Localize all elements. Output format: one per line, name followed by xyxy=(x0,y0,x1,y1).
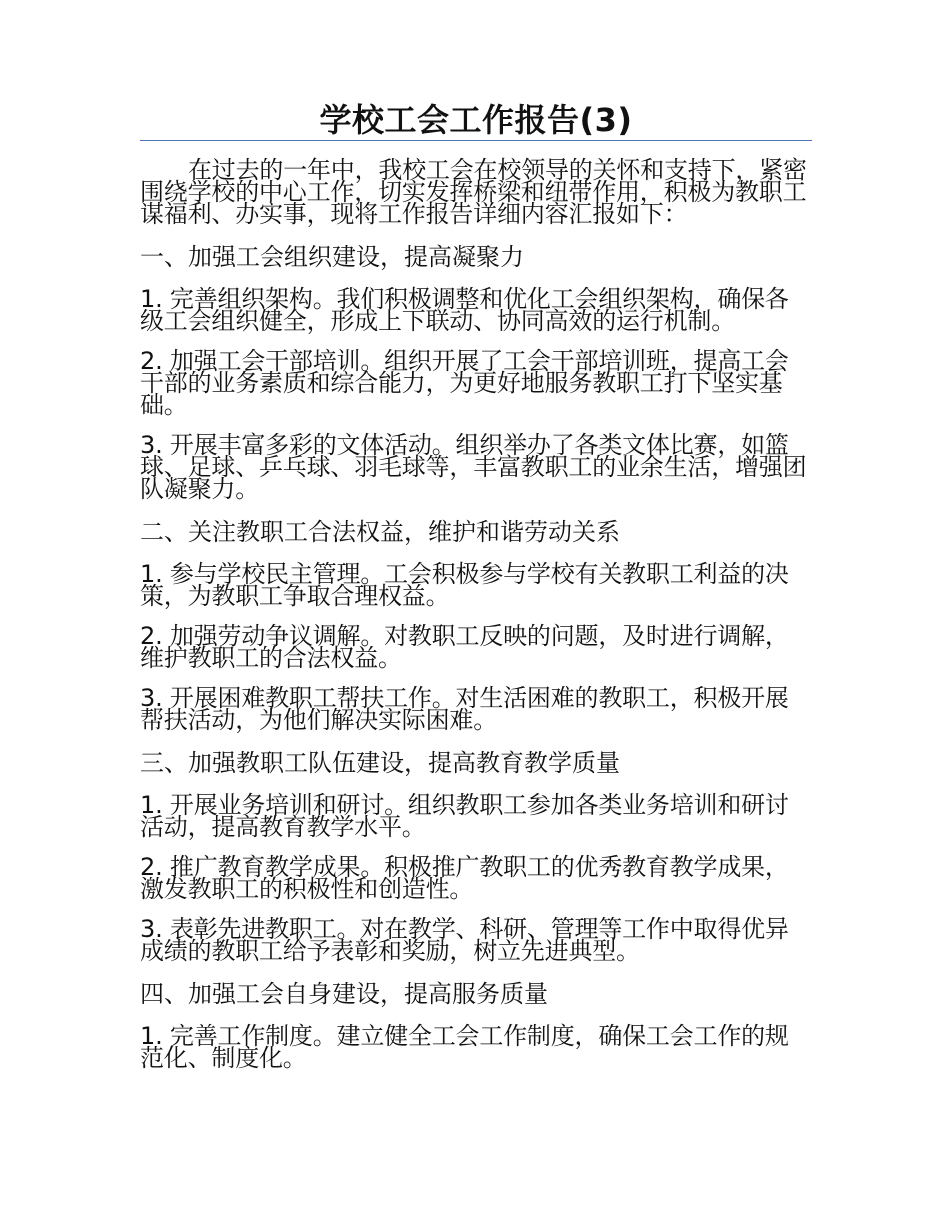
section-heading: 三、加强教职工队伍建设，提高教育教学质量 xyxy=(140,749,620,777)
section-heading: 二、关注教职工合法权益，维护和谐劳动关系 xyxy=(140,518,620,546)
list-item: 3. 开展困难教职工帮扶工作。对生活困难的教职工，积极开展帮扶活动，为他们解决实际困难。 xyxy=(140,684,789,734)
section-heading: 四、加强工会自身建设，提高服务质量 xyxy=(140,980,548,1008)
list-item: 3. 开展丰富多彩的文体活动。组织举办了各类文体比赛，如篮球、足球、乒乓球、羽毛球等，丰富教职工的业余生活，增强团队凝聚力。 xyxy=(140,431,807,503)
list-item: 1. 参与学校民主管理。工会积极参与学校有关教职工利益的决策，为教职工争取合理权益。 xyxy=(140,560,789,610)
list-item: 2. 推广教育教学成果。积极推广教职工的优秀教育教学成果，激发教职工的积极性和创造性。 xyxy=(140,853,789,903)
title-underline xyxy=(140,140,812,141)
intro-paragraph: 在过去的一年中，我校工会在校领导的关怀和支持下，紧密围绕学校的中心工作，切实发挥桥梁和纽带作用，积极为教职工谋福利、办实事，现将工作报告详细内容汇报如下： xyxy=(140,156,807,228)
document-page xyxy=(140,100,812,1087)
list-item: 2. 加强工会干部培训。组织开展了工会干部培训班，提高工会干部的业务素质和综合能力，为更好地服务教职工打下坚实基础。 xyxy=(140,347,789,419)
list-item: 2. 加强劳动争议调解。对教职工反映的问题，及时进行调解，维护教职工的合法权益。 xyxy=(140,622,789,672)
list-item: 1. 完善工作制度。建立健全工会工作制度，确保工会工作的规范化、制度化。 xyxy=(140,1022,789,1072)
list-item: 3. 表彰先进教职工。对在教学、科研、管理等工作中取得优异成绩的教职工给予表彰和奖励，树立先进典型。 xyxy=(140,915,789,965)
list-item: 1. 完善组织架构。我们积极调整和优化工会组织架构，确保各级工会组织健全，形成上下联动、协同高效的运行机制。 xyxy=(140,285,789,335)
list-item: 1. 开展业务培训和研讨。组织教职工参加各类业务培训和研讨活动，提高教育教学水平。 xyxy=(140,791,789,841)
page-title: 学校工会工作报告(3) xyxy=(319,101,633,139)
section-heading: 一、加强工会组织建设，提高凝聚力 xyxy=(140,243,524,271)
